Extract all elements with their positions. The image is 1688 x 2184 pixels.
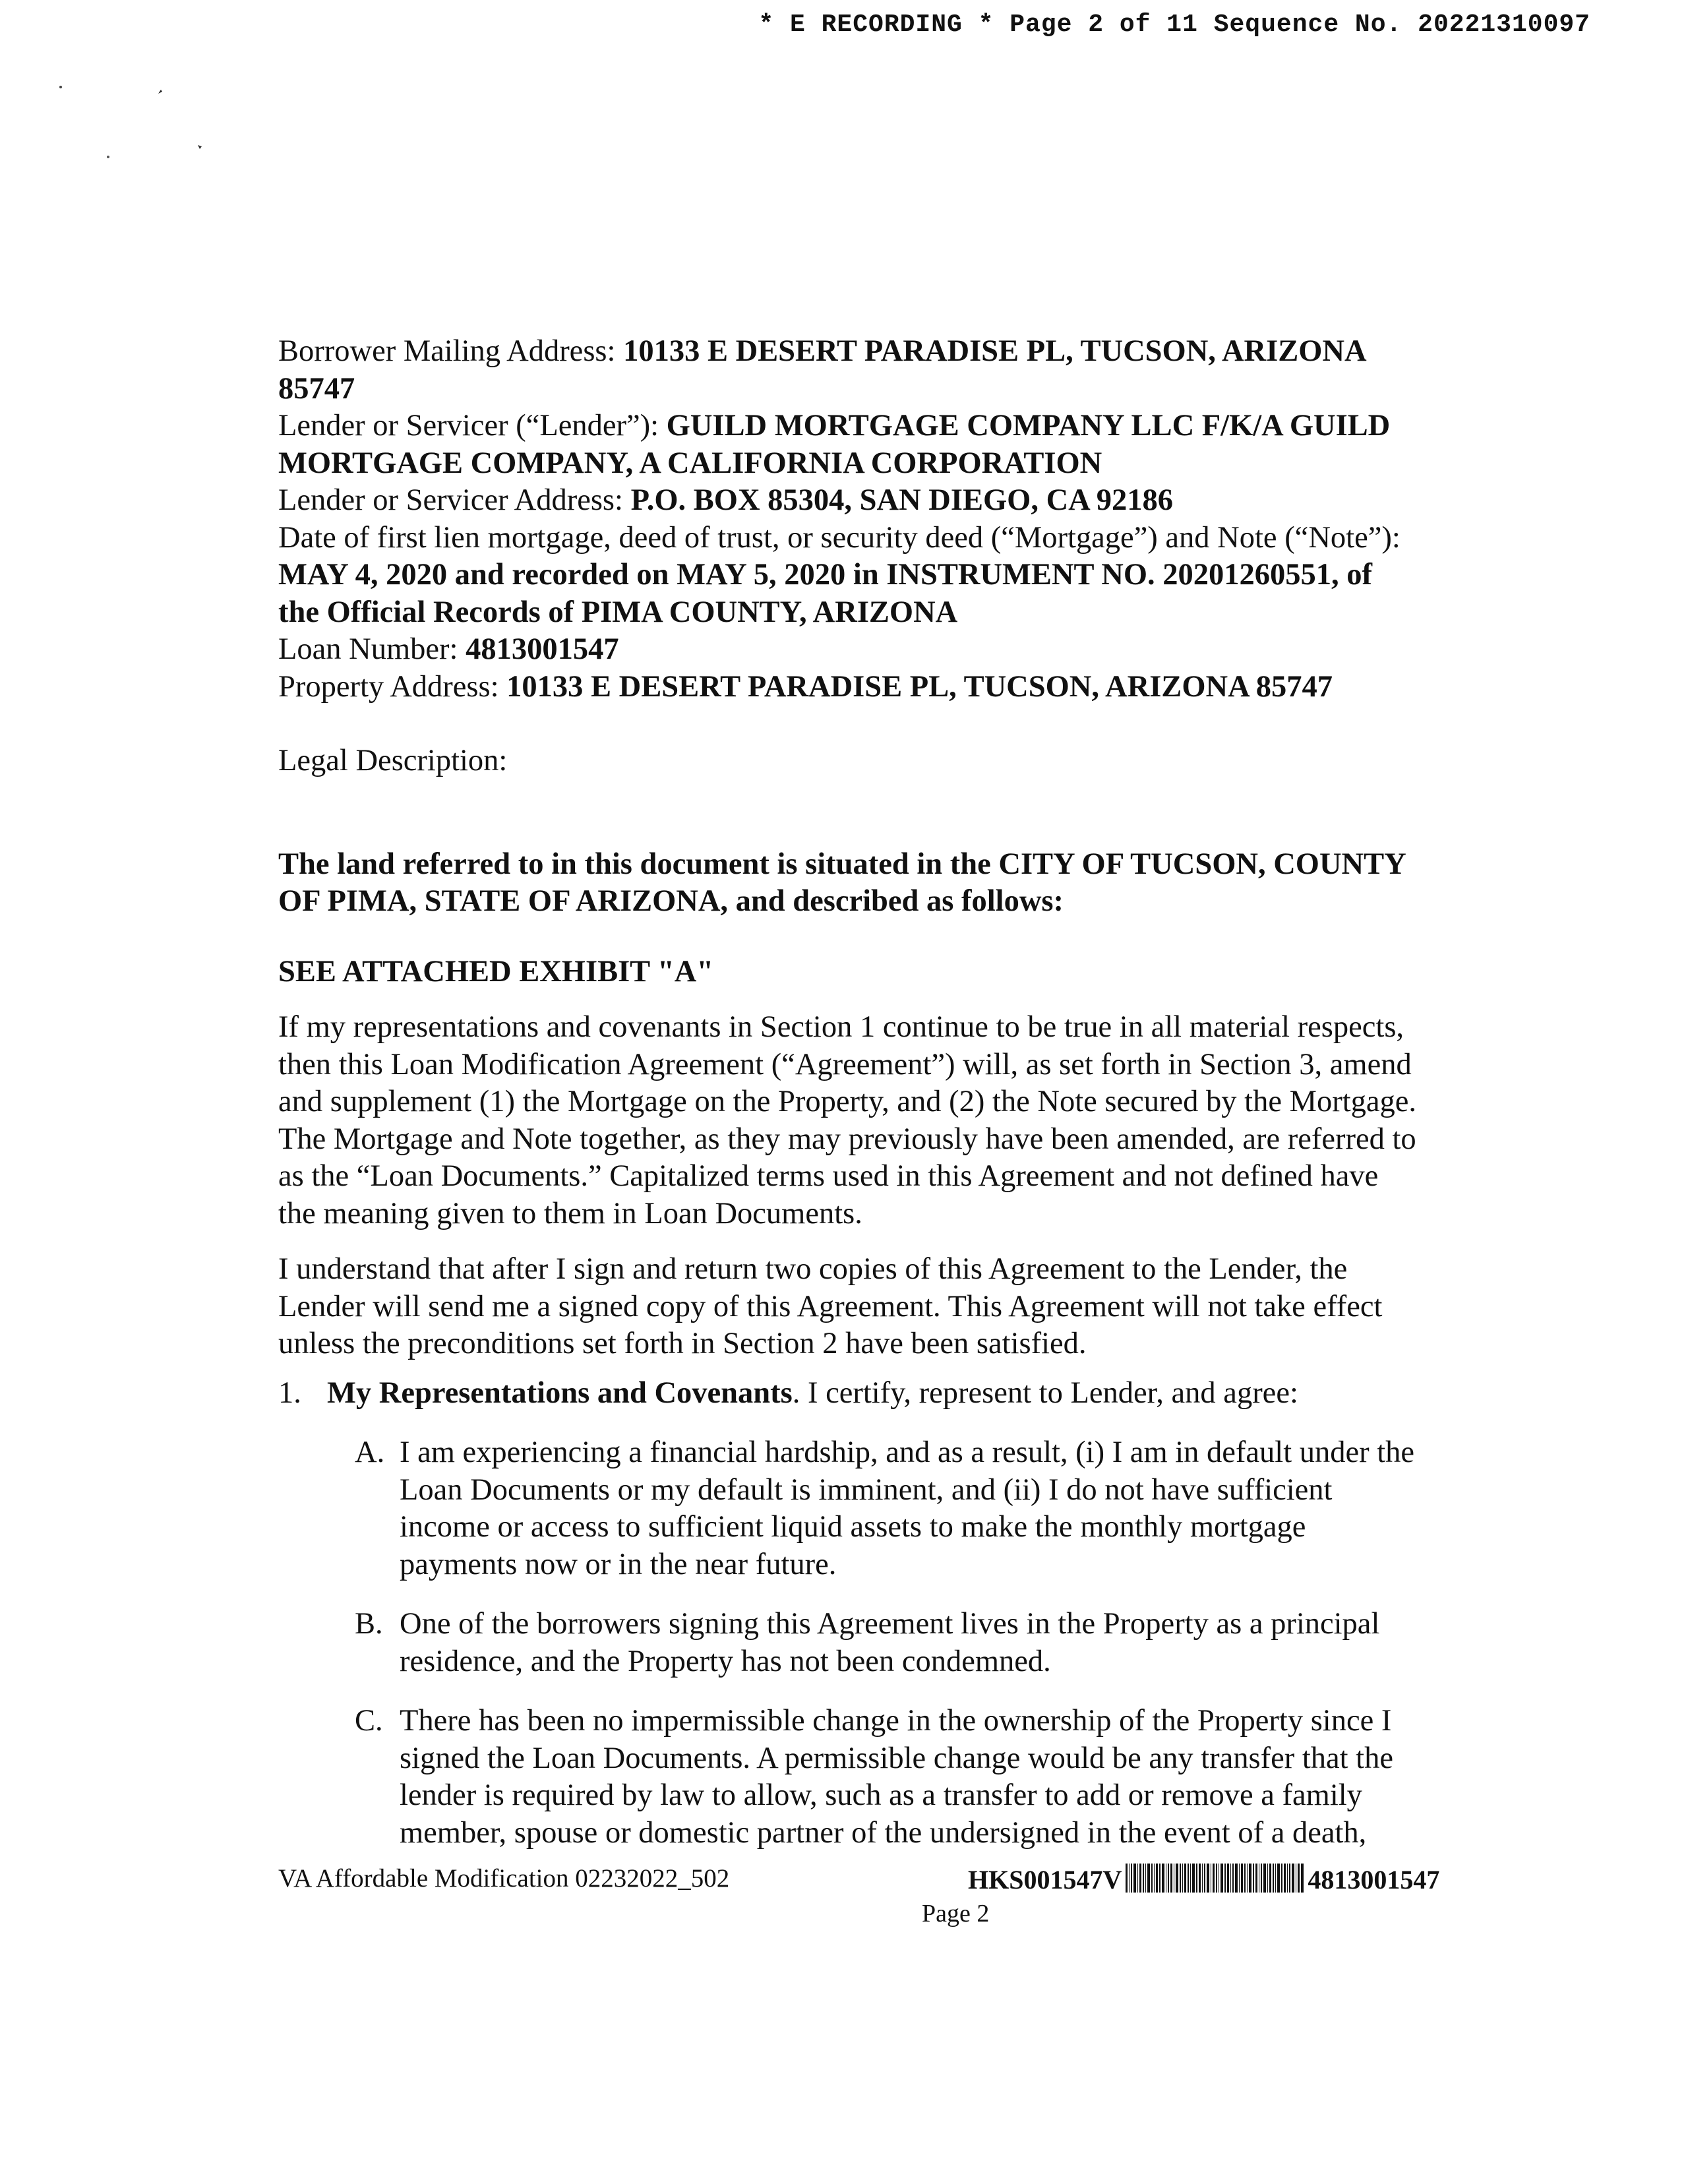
list-item-line: Loan Documents or my default is imminent, and (ii) I do not have sufficient <box>400 1472 1333 1507</box>
list-item-line: payments now or in the near future. <box>400 1547 837 1581</box>
section-title-rest: . I certify, represent to Lender, and agree: <box>792 1376 1298 1410</box>
lender-value-continued: MORTGAGE COMPANY, A CALIFORNIA CORPORATION <box>278 446 1102 480</box>
list-item-letter: C. <box>355 1704 383 1738</box>
mortgage-date-value: MAY 4, 2020 and recorded on MAY 5, 2020 in INSTRUMENT NO. 20201260551, of <box>278 558 1373 592</box>
representations-list <box>278 1434 1452 1852</box>
exhibit-reference: SEE ATTACHED EXHIBIT "A" <box>278 954 714 988</box>
loan-number-value: 4813001547 <box>466 632 619 666</box>
paragraph-line: unless the preconditions set forth in Section 2 have been satisfied. <box>278 1327 1087 1360</box>
recording-header: * E RECORDING * Page 2 of 11 Sequence No. 20221310097 <box>758 11 1590 39</box>
scan-specks <box>0 0 264 198</box>
mortgage-date-value-continued: the Official Records of PIMA COUNTY, ARIZONA <box>278 595 958 629</box>
borrower-address-label: Borrower Mailing Address: <box>278 334 624 368</box>
list-item-line: I am experiencing a financial hardship, and as a result, (i) I am in default under the <box>400 1436 1415 1469</box>
land-description: The land referred to in this document is situated in the CITY OF TUCSON, COUNTY <box>278 847 1406 881</box>
lender-line <box>278 408 1452 445</box>
loan-number-line <box>278 631 1452 669</box>
list-item-line: income or access to sufficient liquid assets to make the monthly mortgage <box>400 1510 1306 1544</box>
paragraph-line: then this Loan Modification Agreement (“Agreement”) will, as set forth in Section 3, amend <box>278 1047 1412 1081</box>
mortgage-date-label: Date of first lien mortgage, deed of trust, or security deed (“Mortgage”) and Note (“Note”): <box>278 520 1401 555</box>
list-item-line: signed the Loan Documents. A permissible change would be any transfer that the <box>400 1741 1393 1775</box>
paragraph-line: The Mortgage and Note together, as they may previously have been amended, are referred to <box>278 1122 1416 1156</box>
intro-paragraph <box>278 1009 1452 1232</box>
property-address-label: Property Address: <box>278 669 507 704</box>
list-item <box>355 1703 1452 1852</box>
section-title: My Representations and Covenants <box>327 1376 793 1410</box>
paragraph-line: If my representations and covenants in Section 1 continue to be true in all material respects, <box>278 1010 1404 1044</box>
list-item-line: lender is required by law to allow, such as a transfer to add or remove a family <box>400 1778 1362 1812</box>
section-number: 1. <box>278 1376 301 1410</box>
list-item-letter: A. <box>355 1436 385 1469</box>
copies-paragraph <box>278 1251 1452 1363</box>
document-code: HKS001547V <box>968 1865 1122 1895</box>
paragraph-line: and supplement (1) the Mortgage on the Property, and (2) the Note secured by the Mortgage. <box>278 1085 1417 1118</box>
lender-address-value: P.O. BOX 85304, SAN DIEGO, CA 92186 <box>630 483 1174 517</box>
list-item-letter: B. <box>355 1607 383 1641</box>
document-code-block <box>968 1864 1439 1895</box>
borrower-address-value: 10133 E DESERT PARADISE PL, TUCSON, ARIZONA <box>623 334 1367 368</box>
list-item <box>355 1434 1452 1583</box>
document-body <box>278 333 1452 1874</box>
page-number: Page 2 <box>922 1900 990 1927</box>
property-address-value: 10133 E DESERT PARADISE PL, TUCSON, ARIZONA 85747 <box>506 669 1333 704</box>
form-name: VA Affordable Modification 02232022_502 <box>278 1864 730 1893</box>
list-item-line: residence, and the Property has not been condemned. <box>400 1644 1051 1678</box>
loan-number-label: Loan Number: <box>278 632 466 666</box>
barcode-icon <box>1126 1864 1304 1893</box>
borrower-address-line <box>278 333 1452 371</box>
paragraph-line: I understand that after I sign and return two copies of this Agreement to the Lender, the <box>278 1252 1348 1286</box>
list-item-line: member, spouse or domestic partner of the undersigned in the event of a death, <box>400 1815 1367 1850</box>
lender-address-label: Lender or Servicer Address: <box>278 483 631 517</box>
property-address-line <box>278 669 1452 706</box>
section-1-heading <box>278 1375 1452 1412</box>
legal-description-label: Legal Description: <box>278 744 508 777</box>
paragraph-line: as the “Loan Documents.” Capitalized terms used in this Agreement and not defined have <box>278 1159 1379 1193</box>
footer-loan-number: 4813001547 <box>1308 1865 1440 1895</box>
paragraph-line: Lender will send me a signed copy of this Agreement. This Agreement will not take effect <box>278 1289 1383 1323</box>
lender-value: GUILD MORTGAGE COMPANY LLC F/K/A GUILD <box>666 409 1391 442</box>
list-item-line: One of the borrowers signing this Agreement lives in the Property as a principal <box>400 1607 1380 1641</box>
lender-label: Lender or Servicer (“Lender”): <box>278 409 667 442</box>
borrower-address-zip: 85747 <box>278 371 355 406</box>
list-item-line: There has been no impermissible change in the ownership of the Property since I <box>400 1704 1392 1738</box>
land-description-continued: OF PIMA, STATE OF ARIZONA, and described as follows: <box>278 884 1064 918</box>
paragraph-line: the meaning given to them in Loan Documents. <box>278 1196 862 1230</box>
lender-address-line <box>278 482 1452 520</box>
list-item <box>355 1606 1452 1680</box>
